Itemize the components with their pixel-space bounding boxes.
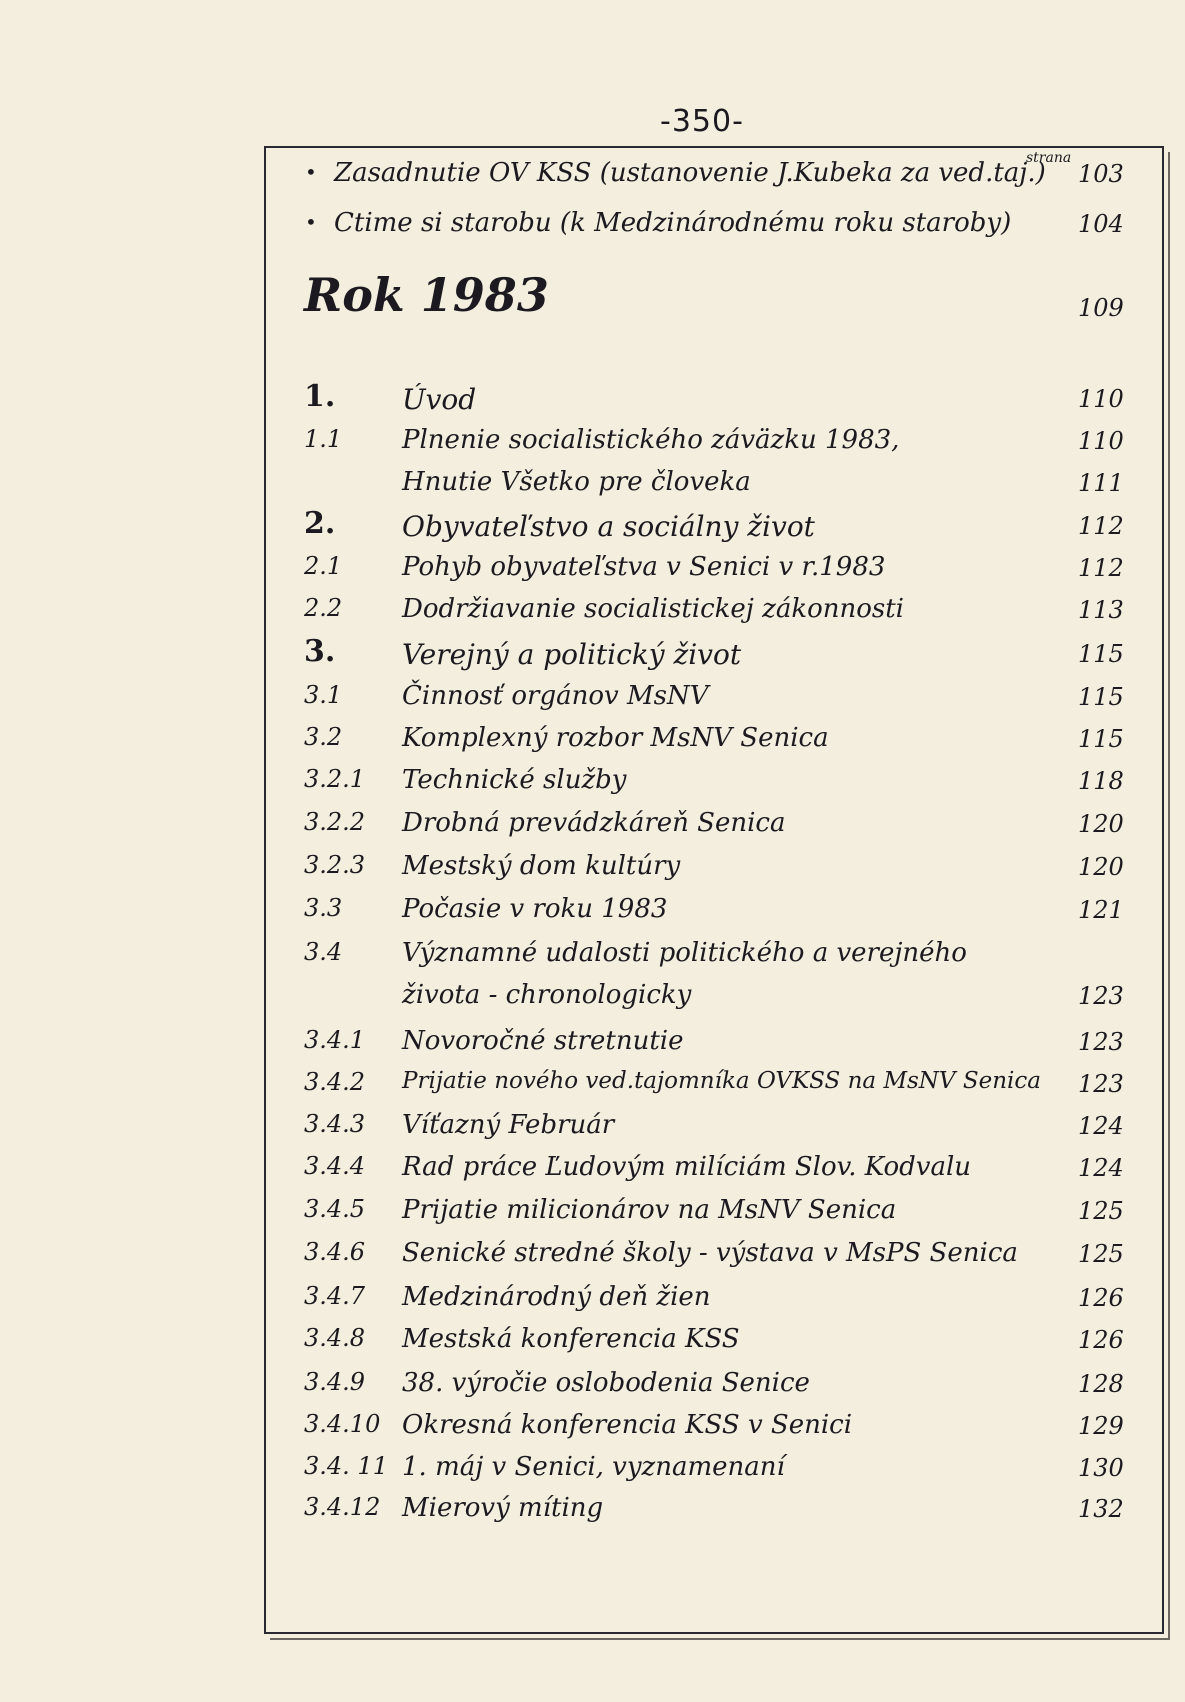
toc-row — [0, 849, 1185, 889]
entry-number: 3.4.5 — [304, 1195, 366, 1223]
toc-row — [0, 1108, 1185, 1148]
toc-row — [0, 1193, 1185, 1233]
toc-row — [0, 381, 1185, 421]
entry-page: 124 — [1078, 1112, 1124, 1140]
entry-number: 3.4.8 — [304, 1324, 366, 1352]
entry-number: 2.2 — [304, 594, 343, 622]
entry-title: Pohyb obyvateľstva v Senici v r.1983 — [402, 552, 886, 582]
entry-number: 3.2.3 — [304, 851, 366, 879]
entry-number: 1.1 — [304, 425, 343, 453]
entry-page: 120 — [1078, 810, 1124, 838]
entry-title: Víťazný Február — [402, 1110, 615, 1140]
toc-row — [0, 1322, 1185, 1362]
entry-title: Obyvateľstvo a sociálny život — [402, 510, 815, 543]
toc-row — [0, 550, 1185, 590]
entry-title: Počasie v roku 1983 — [402, 894, 668, 924]
toc-row — [0, 1408, 1185, 1448]
toc-row — [0, 978, 1185, 1018]
entry-number: 2.1 — [304, 552, 343, 580]
entry-title: Úvod — [402, 383, 477, 416]
entry-page: 112 — [1078, 512, 1124, 540]
entry-page: 103 — [1078, 160, 1124, 188]
entry-number: 3.4 — [304, 938, 343, 966]
entry-page: 104 — [1078, 210, 1124, 238]
entry-number: 3.4.10 — [304, 1410, 381, 1438]
entry-number: 3.1 — [304, 681, 343, 709]
entry-number: 3.4.3 — [304, 1110, 366, 1138]
entry-number: 3.4.9 — [304, 1368, 366, 1396]
toc-row — [0, 636, 1185, 676]
toc-row — [0, 592, 1185, 632]
entry-title: 38. výročie oslobodenia Senice — [402, 1368, 810, 1398]
entry-number: 2. — [304, 506, 336, 541]
entry-page: 123 — [1078, 1028, 1124, 1056]
entry-title: Prijatie nového ved.tajomníka OVKSS na MsNV Senica — [402, 1068, 1041, 1094]
entry-title: Prijatie milicionárov na MsNV Senica — [402, 1195, 897, 1225]
toc-row — [0, 1280, 1185, 1320]
entry-page: 118 — [1078, 767, 1124, 795]
entry-title: Mestská konferencia KSS — [402, 1324, 740, 1354]
entry-page: 129 — [1078, 1412, 1124, 1440]
entry-title: Technické služby — [402, 765, 627, 795]
intro-entry — [0, 206, 1185, 246]
entry-number: 3.4.6 — [304, 1238, 366, 1266]
entry-page: 125 — [1078, 1197, 1124, 1225]
entry-page: 125 — [1078, 1240, 1124, 1268]
entry-title: Senické stredné školy - výstava v MsPS Senica — [402, 1238, 1018, 1268]
toc-row — [0, 423, 1185, 463]
entry-number: 3.2.1 — [304, 765, 366, 793]
toc-row — [0, 1024, 1185, 1064]
entry-number: 3.4.1 — [304, 1026, 366, 1054]
toc-row — [0, 721, 1185, 761]
entry-page: 123 — [1078, 1070, 1124, 1098]
entry-page: 112 — [1078, 554, 1124, 582]
entry-title: Okresná konferencia KSS v Senici — [402, 1410, 853, 1440]
entry-page: 110 — [1078, 385, 1124, 413]
entry-title: Plnenie socialistického záväzku 1983, — [402, 425, 900, 455]
toc-row — [0, 465, 1185, 505]
entry-title: Ctime si starobu (k Medzinárodnému roku staroby) — [334, 208, 1012, 238]
bullet-icon: • — [305, 210, 317, 234]
toc-row — [0, 1150, 1185, 1190]
entry-title: Drobná prevádzkáreň Senica — [402, 808, 786, 838]
toc-row — [0, 679, 1185, 719]
entry-number: 3.2.2 — [304, 808, 366, 836]
toc-row — [0, 1450, 1185, 1490]
year-heading-page: 109 — [1078, 294, 1124, 322]
entry-page: 120 — [1078, 853, 1124, 881]
entry-number: 3.4.2 — [304, 1068, 366, 1096]
entry-page: 124 — [1078, 1154, 1124, 1182]
entry-page: 115 — [1078, 683, 1124, 711]
entry-title: Hnutie Všetko pre človeka — [402, 467, 751, 497]
entry-number: 1. — [304, 379, 336, 414]
entry-title: Novoročné stretnutie — [402, 1026, 684, 1056]
toc-row — [0, 892, 1185, 932]
page-number: -350- — [660, 104, 744, 139]
entry-title: Komplexný rozbor MsNV Senica — [402, 723, 829, 753]
toc-row — [0, 936, 1185, 976]
entry-page: 111 — [1078, 469, 1124, 497]
toc-row — [0, 763, 1185, 803]
toc-row — [0, 508, 1185, 548]
toc-row — [0, 806, 1185, 846]
entry-number: 3. — [304, 634, 336, 669]
entry-page: 110 — [1078, 427, 1124, 455]
entry-title: 1. máj v Senici, vyznamenaní — [402, 1452, 785, 1482]
entry-number: 3.4.12 — [304, 1493, 381, 1521]
entry-number: 3.4.4 — [304, 1152, 366, 1180]
entry-title: Zasadnutie OV KSS (ustanovenie J.Kubeka za ved.taj.) — [334, 158, 1046, 188]
entry-page: 128 — [1078, 1370, 1124, 1398]
entry-page: 132 — [1078, 1495, 1124, 1523]
toc-row — [0, 1366, 1185, 1406]
entry-title: Rad práce Ľudovým milíciám Slov. Kodvalu — [402, 1152, 972, 1182]
entry-title: Mierový míting — [402, 1493, 604, 1523]
strana-label: strana — [1026, 150, 1072, 166]
toc-row — [0, 1491, 1185, 1531]
entry-title: Medzinárodný deň žien — [402, 1282, 711, 1312]
entry-title: Verejný a politický život — [402, 638, 742, 671]
entry-title: Činnosť orgánov MsNV — [402, 681, 709, 711]
entry-number: 3.2 — [304, 723, 343, 751]
entry-page: 113 — [1078, 596, 1124, 624]
entry-page: 123 — [1078, 982, 1124, 1010]
entry-page: 115 — [1078, 725, 1124, 753]
entry-page: 121 — [1078, 896, 1124, 924]
intro-entry — [0, 156, 1185, 196]
entry-title: Mestský dom kultúry — [402, 851, 681, 881]
entry-page: 130 — [1078, 1454, 1124, 1482]
entry-title: Významné udalosti politického a verejného — [402, 938, 967, 968]
entry-title: života - chronologicky — [402, 980, 692, 1010]
entry-page: 126 — [1078, 1284, 1124, 1312]
year-heading: Rok 1983 — [304, 268, 549, 322]
entry-page: 126 — [1078, 1326, 1124, 1354]
entry-title: Dodržiavanie socialistickej zákonnosti — [402, 594, 904, 624]
entry-page: 115 — [1078, 640, 1124, 668]
entry-number: 3.4. 11 — [304, 1452, 388, 1480]
toc-row — [0, 1066, 1185, 1106]
entry-number: 3.4.7 — [304, 1282, 366, 1310]
bullet-icon: • — [305, 160, 317, 184]
entry-number: 3.3 — [304, 894, 343, 922]
toc-row — [0, 1236, 1185, 1276]
